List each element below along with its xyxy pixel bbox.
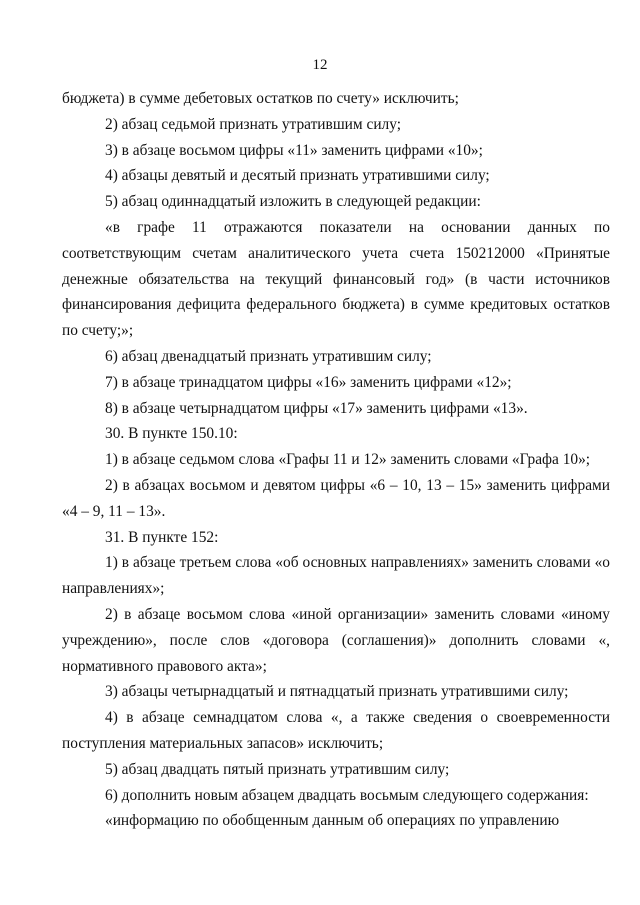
paragraph-9: 8) в абзаце четырнадцатом цифры «17» заменить цифрами «13». [105,399,528,417]
paragraph-5: 5) абзац одиннадцатый изложить в следующей редакции: [105,193,481,211]
paragraph-4: 4) абзацы девятый и десятый признать утратившими силу; [105,167,490,185]
paragraph-16: 3) абзацы четырнадцатый и пятнадцатый признать утратившими силу; [105,683,569,701]
paragraph-7: 6) абзац двенадцатый признать утратившим силу; [105,347,432,365]
paragraph-15: 2) в абзаце восьмом слова «иной организации» заменить словами «иному учреждению», после слов «договора (соглашения)» дополнить словами «, нормативного правового акта»; [62,605,610,675]
paragraph-14: 1) в абзаце третьем слова «об основных направлениях» заменить словами «о направлениях»; [62,554,610,598]
paragraph-3: 3) в абзаце восьмом цифры «11» заменить цифрами «10»; [105,141,483,159]
paragraph-8: 7) в абзаце тринадцатом цифры «16» заменить цифрами «12»; [105,373,512,391]
paragraph-13: 31. В пункте 152: [105,528,219,546]
page-number: 12 [312,57,328,73]
document-body [62,86,610,834]
paragraph-2: 2) абзац седьмой признать утратившим силу; [105,115,402,133]
paragraph-1: бюджета) в сумме дебетовых остатков по счету» исключить; [62,90,459,107]
paragraph-18: 5) абзац двадцать пятый признать утратившим силу; [105,760,450,778]
paragraph-19: 6) дополнить новым абзацем двадцать восьмым следующего содержания: [105,786,589,804]
paragraph-10: 30. В пункте 150.10: [105,425,238,443]
paragraph-12: 2) в абзацах восьмом и девятом цифры «6 – 10, 13 – 15» заменить цифрами «4 – 9, 11 – 13». [62,476,610,520]
paragraph-17: 4) в абзаце семнадцатом слова «, а также сведения о своевременности поступления материальных запасов» исключить; [62,709,610,752]
paragraph-6: «в графе 11 отражаются показатели на основании данных по соответствующим счетам аналитического учета счета 150212000 «Принятые денежные обязательства на текущий финансовый год» (в части источников финансирования дефицита федерального бюджета) в сумме кредитовых остатков по счету;»; [62,218,610,340]
paragraph-11: 1) в абзаце седьмом слова «Графы 11 и 12» заменить словами «Графа 10»; [105,451,591,469]
paragraph-20: «информацию по обобщенным данным об операциях по управлению [105,812,560,830]
